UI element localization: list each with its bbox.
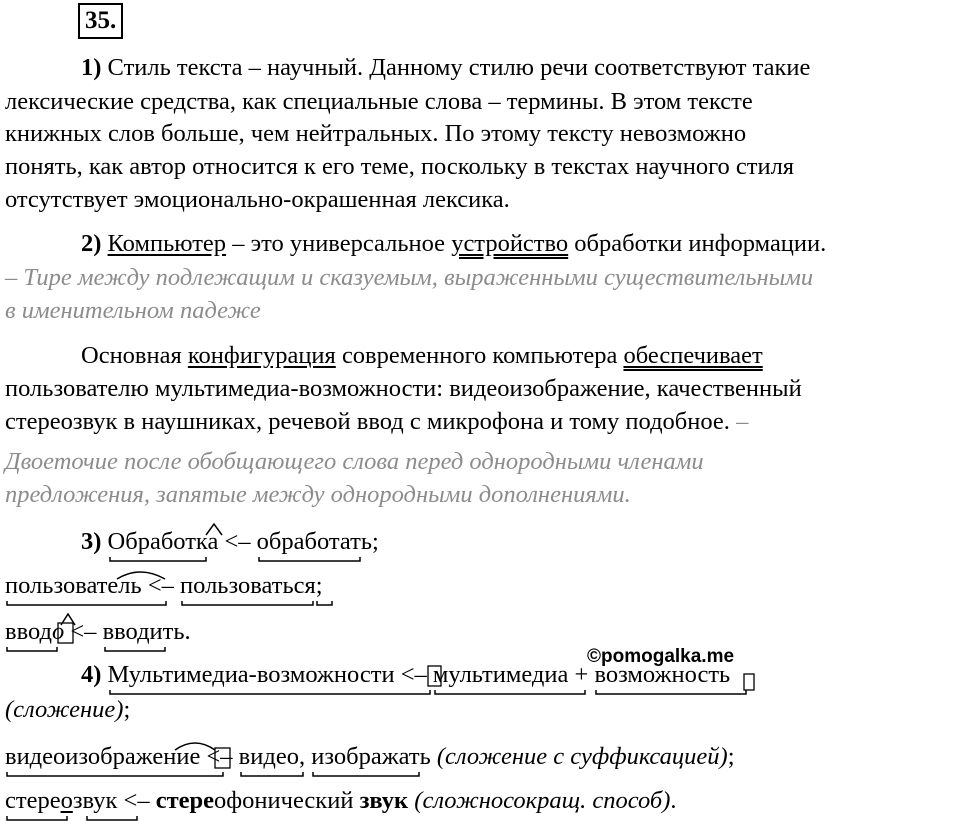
- word-multimedia-text: мультимедиа: [432, 661, 569, 688]
- p1-num: 1): [81, 54, 102, 81]
- arrow-1: <–: [224, 528, 251, 555]
- end-5: ;: [727, 743, 735, 770]
- p5-line1: [81, 660, 730, 690]
- p5-num: 4): [81, 661, 102, 688]
- word-video-text: видео: [238, 743, 299, 770]
- p3-note2: предложения, запятые между однородными дополнениями.: [5, 481, 631, 508]
- p1-line4: понять, как автор относится к его теме, поскольку в текстах научного стиля: [5, 153, 795, 180]
- word-obrabotka: [108, 527, 219, 557]
- word-stereofonicheskiy-bold: стере: [155, 787, 215, 814]
- p2-note2: в именительном падеже: [5, 297, 261, 324]
- p2-num: 2): [81, 230, 102, 257]
- p3-predicate: обеспечивает: [623, 342, 763, 369]
- p4-num: 3): [81, 528, 102, 555]
- end-2: ;: [315, 572, 323, 599]
- word-stereozvuk-part2: звук: [72, 787, 118, 814]
- word-polzovatel-text: пользователь: [5, 572, 142, 599]
- word-stereozvuk-connector: о: [60, 787, 73, 814]
- p3-line1: [81, 341, 763, 371]
- method-2: (сложение с суффиксацией): [436, 743, 728, 770]
- arrow-5: <–: [206, 743, 233, 770]
- word-stereozvuk: [5, 786, 117, 816]
- word-polzovatel: [5, 571, 142, 601]
- word-zvuk: звук: [359, 787, 409, 814]
- word-obrabotka-text: Обработка: [107, 528, 219, 555]
- p4-line1: [81, 527, 379, 557]
- p1-text1: Стиль текста – научный. Данному стилю речи соответствуют такие: [101, 54, 811, 81]
- word-vvod: [5, 617, 64, 647]
- p1-line1: [81, 53, 810, 83]
- word-vvod-ending: о: [51, 618, 65, 645]
- word-obrabotat: [257, 527, 372, 557]
- word-multimedia-vozmozhnosti: [108, 660, 395, 690]
- end-6: .: [670, 787, 677, 814]
- word-videoizobrazhenie: [5, 742, 200, 772]
- watermark: ©pomogalka.me: [587, 646, 735, 667]
- p1-line3: книжных слов больше, чем нейтральных. По этому тексту невозможно: [5, 120, 747, 147]
- word-vozmozhnost-text: возможность: [594, 661, 731, 688]
- plus-sign: +: [574, 661, 589, 688]
- p2-subject: Компьютер: [107, 230, 227, 257]
- p1-line5: отсутствует эмоционально-окрашенная лексика.: [5, 186, 510, 213]
- p5-line1b: [5, 695, 130, 725]
- p4-line3: [5, 617, 191, 647]
- arrow-6: <–: [123, 787, 150, 814]
- p3-w1: Основная: [81, 342, 188, 369]
- p2-mid: – это универсальное: [226, 230, 452, 257]
- exercise-number: 35.: [78, 3, 123, 39]
- comma: ,: [298, 743, 306, 770]
- p5-line3: [5, 786, 677, 816]
- p4-line2: [5, 571, 323, 601]
- end-4: ;: [123, 696, 131, 723]
- p3-line2: пользователю мультимедиа-возможности: видеоизображение, качественный: [5, 375, 802, 402]
- word-stereozvuk-part1: стере: [5, 787, 61, 814]
- word-vvodit-text: вводить: [102, 618, 185, 645]
- word-vozmozhnost: [594, 660, 730, 690]
- word-obrabotat-text: обработать: [256, 528, 373, 555]
- p3-dash: –: [729, 408, 749, 435]
- p2-note1: – Тире между подлежащим и сказуемым, выраженными существительными: [5, 264, 814, 291]
- arrow-3: <–: [70, 618, 97, 645]
- p3-w2: современного компьютера: [335, 342, 624, 369]
- end-1: ;: [372, 528, 379, 555]
- word-polzovatsya: [180, 571, 316, 601]
- method-3: (сложносокращ. способ): [414, 787, 671, 814]
- arrow-4: <–: [400, 661, 427, 688]
- word-izobrazhat-text: изображать: [311, 743, 431, 770]
- p2-predicate: устройство: [451, 230, 569, 257]
- arrow-2: <–: [147, 572, 174, 599]
- end-3: .: [184, 618, 191, 645]
- word-vvod-text: ввод: [5, 618, 52, 645]
- word-multimedia: [433, 660, 568, 690]
- method-1: (сложение): [5, 696, 124, 723]
- p3-note1: Двоеточие после обобщающего слова перед однородными членами: [5, 448, 704, 475]
- word-stereofonicheskiy-rest: офонический: [214, 787, 354, 814]
- p3-subject: конфигурация: [187, 342, 336, 369]
- p1-line2: лексические средства, как специальные слова – термины. В этом тексте: [5, 88, 753, 115]
- word-multimedia-vozmozhnosti-text: Мультимедиа-возможности: [107, 661, 395, 688]
- word-vvodit: [103, 617, 185, 647]
- p3-line3-text: стереозвук в наушниках, речевой ввод с микрофона и тому подобное.: [5, 408, 730, 435]
- word-polzovatsya-text: пользоваться: [180, 572, 316, 599]
- word-izobrazhat: [311, 742, 431, 772]
- p5-line2: [5, 742, 735, 772]
- p2-tail: обработки информации.: [568, 230, 827, 257]
- p2-line1: [81, 229, 826, 259]
- word-video: [239, 742, 299, 772]
- word-videoizobrazhenie-text: видеоизображение: [5, 743, 201, 770]
- p3-line3: [5, 407, 748, 437]
